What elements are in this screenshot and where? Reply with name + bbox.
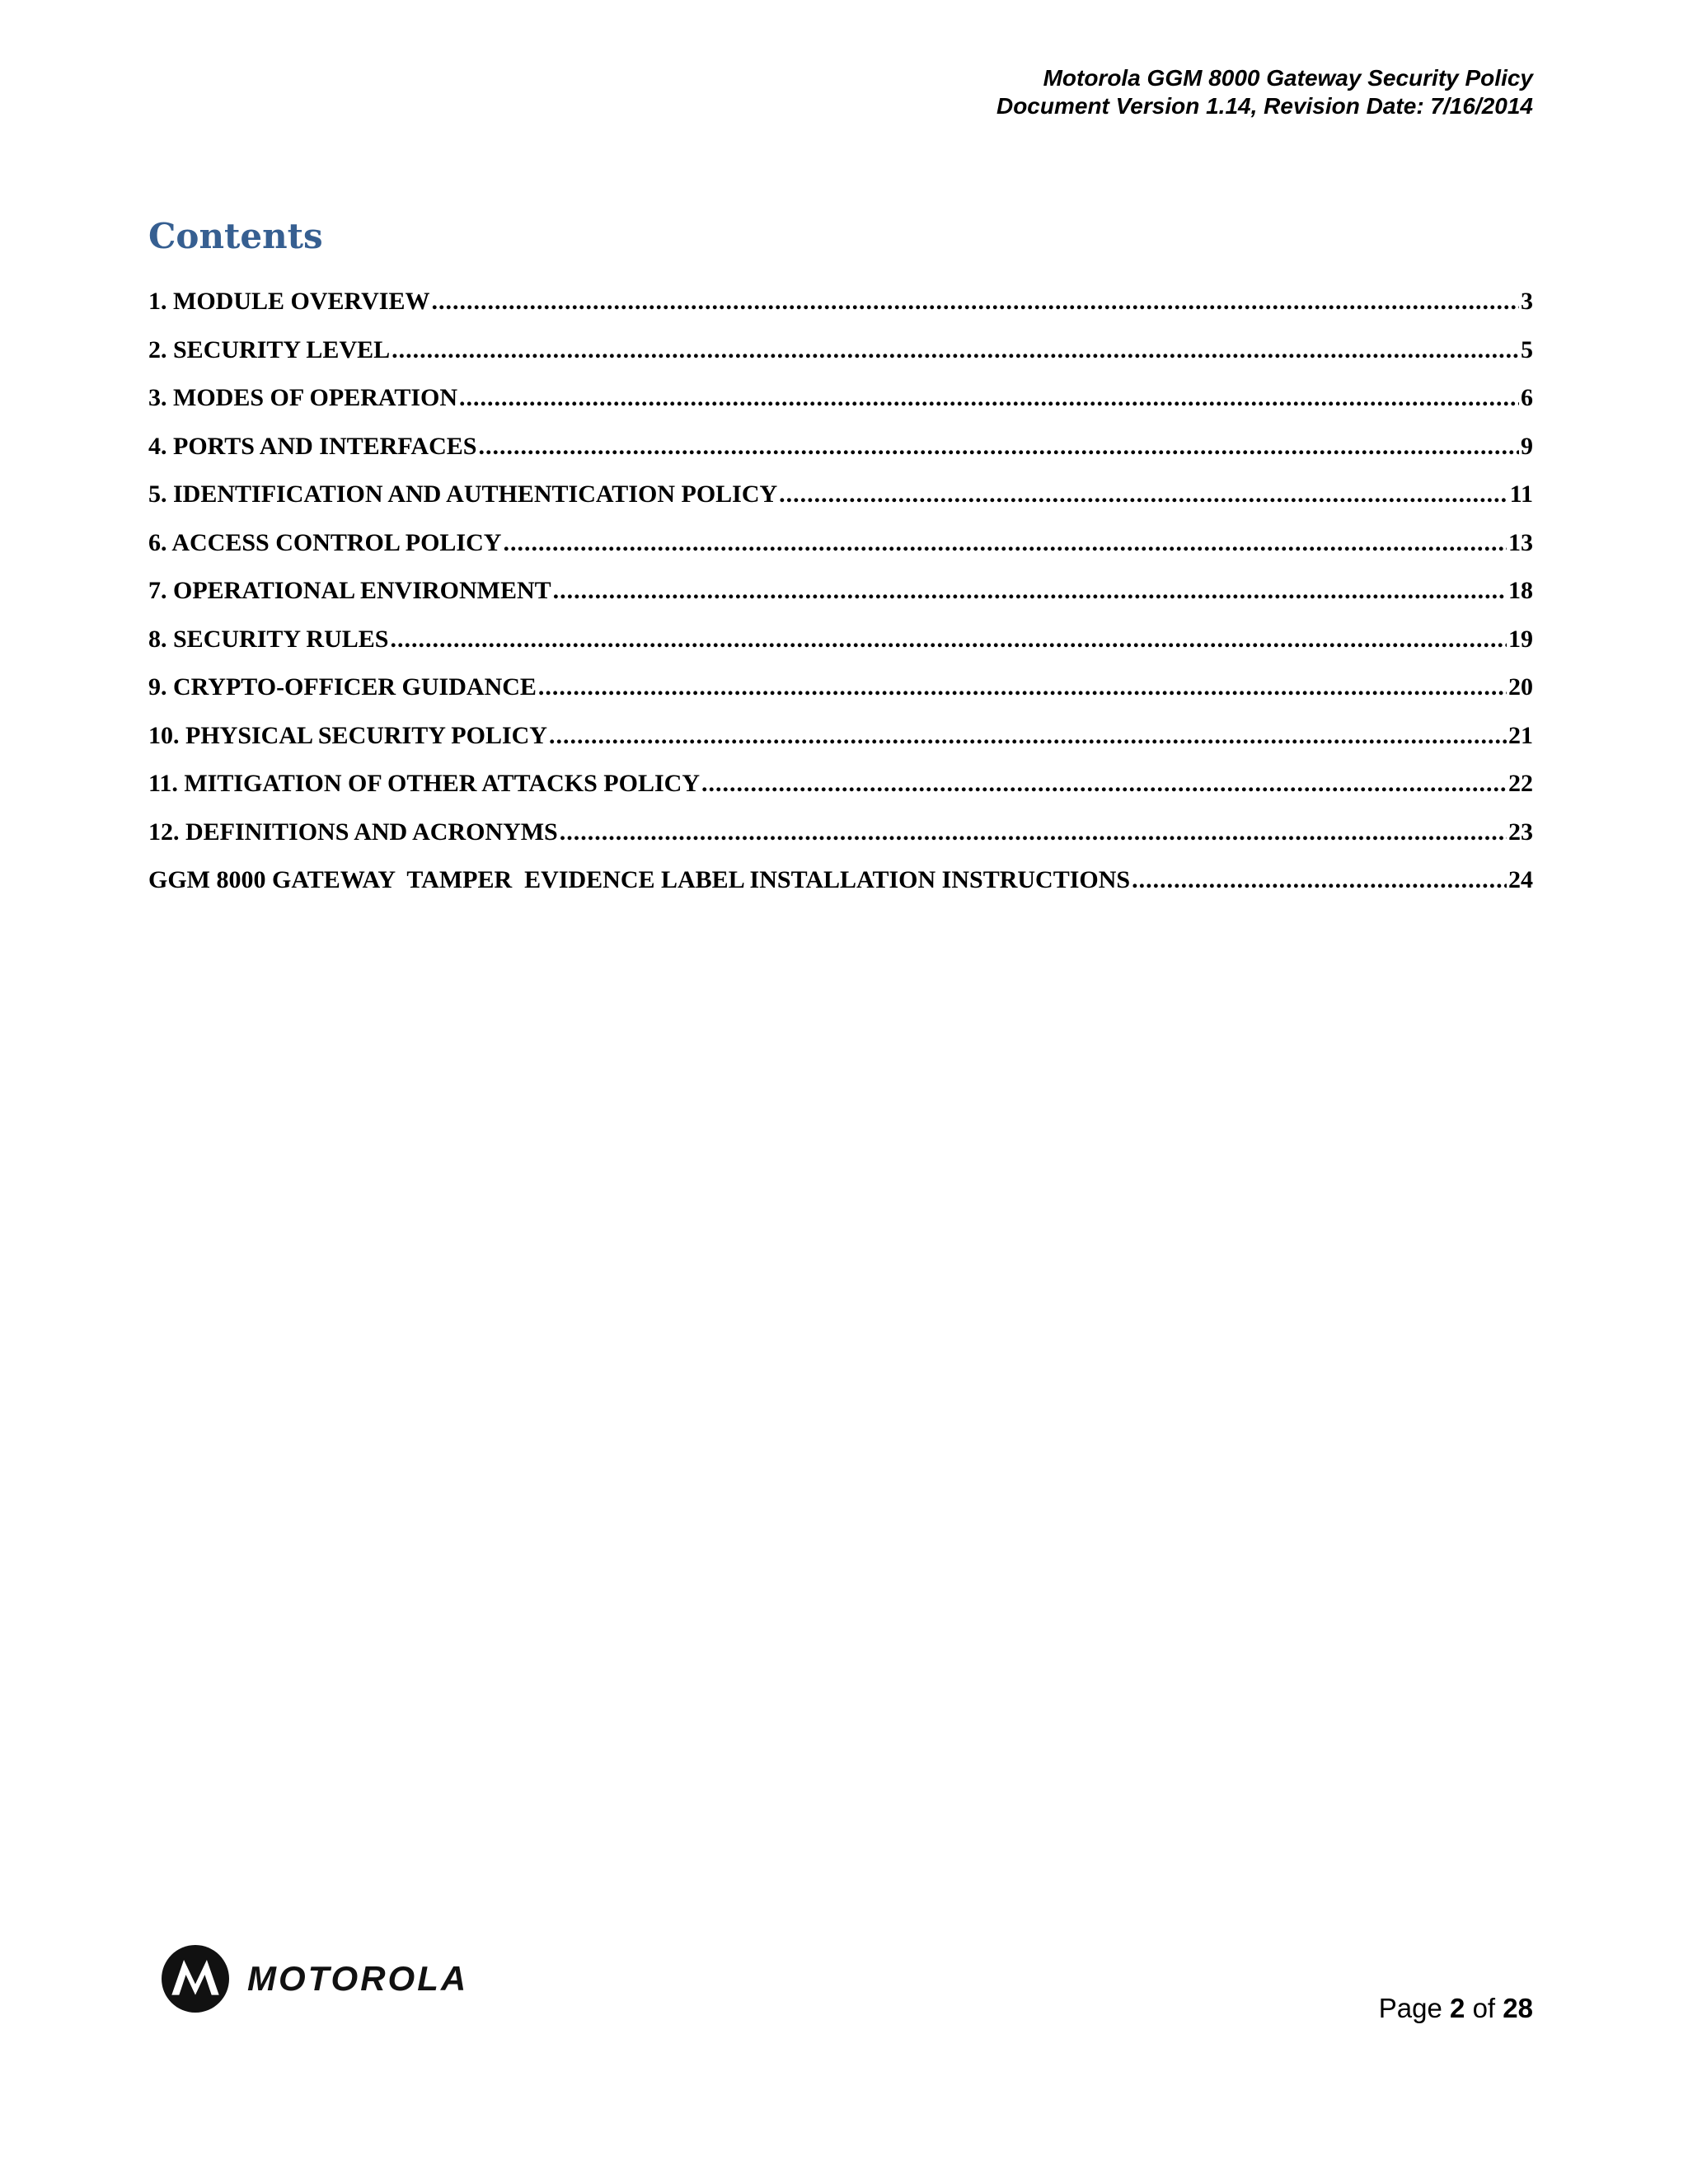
dot-leader: [538, 673, 1507, 702]
toc-entry-identification-authentication[interactable]: [148, 480, 1533, 528]
toc-entry-label: 11. MITIGATION OF OTHER ATTACKS POLICY: [148, 770, 700, 797]
toc-entry-tamper-evidence-label-instructions[interactable]: [148, 865, 1533, 914]
toc-entry-mitigation-of-other-attacks[interactable]: [148, 769, 1533, 818]
dot-leader: [553, 576, 1507, 606]
toc-entry-label: 5. IDENTIFICATION AND AUTHENTICATION POLICY: [148, 480, 778, 508]
toc-entry-page: 21: [1508, 721, 1533, 749]
header-document-version: Document Version 1.14, Revision Date: 7/16/2014: [996, 93, 1533, 119]
toc-entry-page: 19: [1508, 625, 1533, 653]
toc-entry-page: 3: [1521, 288, 1533, 315]
toc-entry-page: 11: [1509, 480, 1533, 508]
table-of-contents: [148, 287, 1533, 914]
toc-entry-module-overview[interactable]: [148, 287, 1533, 335]
dot-leader: [390, 625, 1507, 654]
toc-entry-security-level[interactable]: [148, 335, 1533, 384]
running-header: [996, 64, 1533, 120]
page-number: [1379, 1993, 1533, 2024]
toc-entry-modes-of-operation[interactable]: [148, 383, 1533, 432]
toc-entry-definitions-and-acronyms[interactable]: [148, 818, 1533, 866]
dot-leader: [392, 335, 1519, 365]
page-current: 2: [1450, 1993, 1465, 2023]
dot-leader: [1132, 865, 1507, 895]
toc-entry-label: 10. PHYSICAL SECURITY POLICY: [148, 721, 547, 749]
page-prefix: Page: [1378, 1993, 1442, 2023]
toc-entry-access-control-policy[interactable]: [148, 528, 1533, 577]
toc-entry-label: 12. DEFINITIONS AND ACRONYMS: [148, 818, 558, 846]
toc-entry-page: 6: [1521, 384, 1533, 411]
dot-leader: [431, 287, 1519, 316]
toc-entry-page: 24: [1508, 866, 1533, 893]
toc-entry-page: 13: [1508, 528, 1533, 556]
toc-entry-physical-security-policy[interactable]: [148, 721, 1533, 770]
toc-entry-label: 8. SECURITY RULES: [148, 625, 389, 653]
toc-entry-security-rules[interactable]: [148, 625, 1533, 673]
toc-entry-label: 1. MODULE OVERVIEW: [148, 288, 430, 315]
toc-entry-operational-environment[interactable]: [148, 576, 1533, 625]
motorola-logo: [162, 1945, 468, 2013]
toc-entry-label: 3. MODES OF OPERATION: [148, 384, 458, 411]
dot-leader: [459, 383, 1519, 413]
toc-entry-label: 6. ACCESS CONTROL POLICY: [148, 528, 502, 556]
dot-leader: [503, 528, 1507, 558]
toc-entry-label: 2. SECURITY LEVEL: [148, 335, 391, 363]
dot-leader: [549, 721, 1507, 751]
dot-leader: [560, 818, 1507, 847]
toc-entry-label: GGM 8000 GATEWAY TAMPER EVIDENCE LABEL INSTALLATION INSTRUCTIONS: [148, 866, 1131, 893]
toc-entry-page: 5: [1521, 335, 1533, 363]
dot-leader: [779, 480, 1507, 509]
motorola-batwing-icon: [162, 1945, 229, 2013]
header-document-title: Motorola GGM 8000 Gateway Security Policy: [1043, 65, 1533, 91]
toc-heading: Contents: [148, 216, 323, 256]
toc-entry-page: 20: [1508, 673, 1533, 701]
dot-leader: [478, 432, 1519, 462]
toc-entry-page: 18: [1508, 577, 1533, 604]
motorola-wordmark: MOTOROLA: [247, 1959, 469, 1998]
page-of: of: [1472, 1993, 1496, 2023]
toc-entry-page: 23: [1508, 818, 1533, 846]
dot-leader: [701, 769, 1507, 799]
toc-entry-label: 9. CRYPTO-OFFICER GUIDANCE: [148, 673, 537, 701]
page-total: 28: [1503, 1993, 1533, 2023]
toc-entry-page: 22: [1508, 770, 1533, 797]
toc-entry-label: 4. PORTS AND INTERFACES: [148, 432, 477, 460]
toc-entry-crypto-officer-guidance[interactable]: [148, 673, 1533, 721]
toc-entry-page: 9: [1521, 432, 1533, 460]
toc-entry-label: 7. OPERATIONAL ENVIRONMENT: [148, 577, 551, 604]
toc-entry-ports-and-interfaces[interactable]: [148, 432, 1533, 480]
